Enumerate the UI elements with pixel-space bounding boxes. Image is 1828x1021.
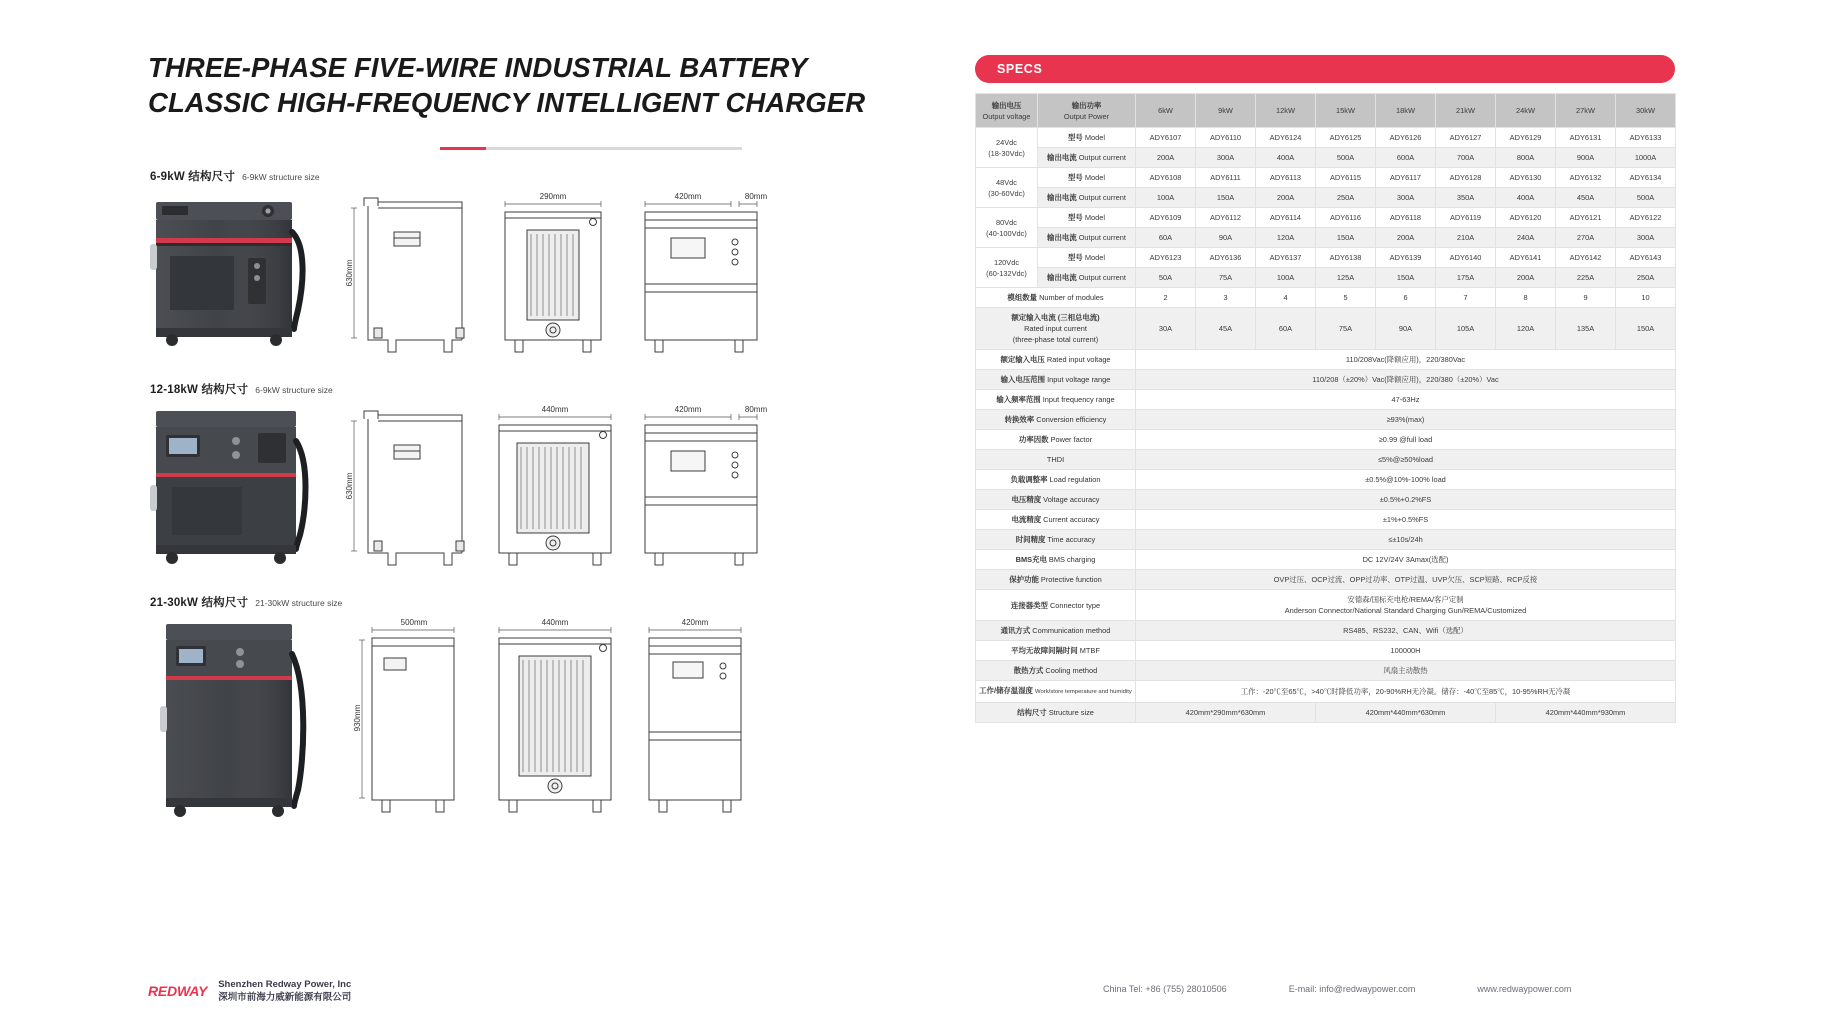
cell-current: 300A	[1616, 228, 1676, 248]
divider-track	[486, 147, 742, 150]
table-header-row	[976, 94, 1676, 128]
cell-model: ADY6112	[1196, 208, 1256, 228]
header-output-power	[1038, 94, 1136, 128]
cell-current: 1000A	[1616, 148, 1676, 168]
label-current-accuracy: 电流精度 Current accuracy	[976, 510, 1136, 530]
label-thdi: THDI	[976, 450, 1136, 470]
section-heading	[148, 594, 808, 610]
label-rated-input-current-cn: 额定输入电流 (三相总电流)	[1011, 313, 1100, 322]
value-connector-type-cn: 安德森/国标充电枪/REMA/客户定制	[1347, 595, 1464, 604]
dim-width-6-9kw: 420mm	[674, 192, 702, 201]
label-protective-function: 保护功能 Protective function	[976, 570, 1136, 590]
voltage-group-24vdc	[976, 128, 1038, 168]
cell-current: 225A	[1556, 268, 1616, 288]
section-title-en: 21-30kW structure size	[255, 598, 343, 608]
value-voltage-accuracy: ±0.5%+0.2%FS	[1136, 490, 1676, 510]
dim-flange-6-9kw: 80mm	[744, 192, 768, 201]
header-output-voltage	[976, 94, 1038, 128]
table-row	[976, 268, 1676, 288]
dim-depth-21-30kw: 500mm	[400, 618, 428, 627]
cell-structure-size: 420mm*440mm*930mm	[1496, 703, 1676, 723]
dim-height-21-30kw: 930mm	[353, 704, 362, 732]
page-footer	[148, 978, 1688, 1004]
cell-current: 200A	[1256, 188, 1316, 208]
contact-tel: China Tel: +86 (755) 28010506	[1103, 984, 1227, 994]
label-rated-input-current-en1: Rated input current	[1024, 324, 1087, 333]
cell-model: ADY6138	[1316, 248, 1376, 268]
table-row	[976, 570, 1676, 590]
cell-rated-current: 135A	[1556, 308, 1616, 350]
header-output-power-cn: 输出功率	[1071, 100, 1102, 110]
dim-width-21-30kw: 420mm	[681, 618, 709, 627]
table-row	[976, 450, 1676, 470]
label-conversion-efficiency: 转换效率 Conversion efficiency	[976, 410, 1136, 430]
dim-depth-6-9kw: 290mm	[539, 192, 567, 201]
section-12-18kw	[148, 381, 808, 576]
cell-model: ADY6140	[1436, 248, 1496, 268]
label-model-cn: 型号	[1068, 253, 1083, 262]
voltage-group-48vdc	[976, 168, 1038, 208]
table-row	[976, 641, 1676, 661]
value-work-store-temp-humidity: 工作：-20℃至65℃，>40℃时降低功率，20-90%RH无冷凝。储存：-40℃至85℃，10-95%RH无冷凝	[1136, 681, 1676, 703]
cell-current: 300A	[1376, 188, 1436, 208]
cell-model: ADY6130	[1496, 168, 1556, 188]
label-rated-input-current	[976, 308, 1136, 350]
cell-current: 250A	[1616, 268, 1676, 288]
voltage-group-range: (30-60Vdc)	[988, 188, 1025, 198]
cell-current: 75A	[1196, 268, 1256, 288]
cell-current: 120A	[1256, 228, 1316, 248]
cell-model: ADY6142	[1556, 248, 1616, 268]
header-power-30kw: 30kW	[1616, 94, 1676, 128]
voltage-group-range: (60-132Vdc)	[986, 268, 1027, 278]
cell-current: 700A	[1436, 148, 1496, 168]
label-current-en: Output current	[1078, 153, 1126, 162]
cell-model: ADY6141	[1496, 248, 1556, 268]
cell-model: ADY6118	[1376, 208, 1436, 228]
label-mtbf: 平均无故障间隔时间 MTBF	[976, 641, 1136, 661]
cell-model: ADY6122	[1616, 208, 1676, 228]
cell-current: 50A	[1136, 268, 1196, 288]
header-power-21kw: 21kW	[1436, 94, 1496, 128]
cell-current: 200A	[1496, 268, 1556, 288]
label-model-cn: 型号	[1068, 173, 1083, 182]
table-row	[976, 661, 1676, 681]
cell-model: ADY6134	[1616, 168, 1676, 188]
cell-model: ADY6127	[1436, 128, 1496, 148]
cell-current: 100A	[1256, 268, 1316, 288]
header-power-15kw: 15kW	[1316, 94, 1376, 128]
dim-width-12-18kw: 420mm	[674, 405, 702, 414]
label-model-en: Model	[1084, 173, 1105, 182]
header-output-power-en: Output Power	[1063, 111, 1110, 121]
cell-modules: 2	[1136, 288, 1196, 308]
cell-current: 800A	[1496, 148, 1556, 168]
header-power-12kw: 12kW	[1256, 94, 1316, 128]
table-row	[976, 248, 1676, 268]
header-output-voltage-en: Output voltage	[982, 111, 1031, 121]
header-power-6kw: 6kW	[1136, 94, 1196, 128]
drawing-row	[148, 401, 808, 576]
cell-current: 600A	[1376, 148, 1436, 168]
section-title-en: 6-9kW structure size	[255, 385, 333, 395]
label-input-voltage-range: 输入电压范围 Input voltage range	[976, 370, 1136, 390]
product-photo-12-18kw	[148, 401, 338, 571]
table-row	[976, 168, 1676, 188]
header-power-9kw: 9kW	[1196, 94, 1256, 128]
label-input-frequency-range: 输入频率范围 Input frequency range	[976, 390, 1136, 410]
cell-model: ADY6132	[1556, 168, 1616, 188]
redway-logo: REDWAY	[148, 983, 208, 999]
label-model	[1038, 248, 1136, 268]
cell-rated-current: 30A	[1136, 308, 1196, 350]
cell-current: 200A	[1136, 148, 1196, 168]
table-row	[976, 530, 1676, 550]
cell-model: ADY6139	[1376, 248, 1436, 268]
cell-rated-current: 105A	[1436, 308, 1496, 350]
cell-current: 125A	[1316, 268, 1376, 288]
cell-rated-current: 60A	[1256, 308, 1316, 350]
cell-current: 90A	[1196, 228, 1256, 248]
cell-model: ADY6119	[1436, 208, 1496, 228]
voltage-group-80vdc	[976, 208, 1038, 248]
label-current-cn: 输出电流	[1047, 233, 1077, 242]
value-load-regulation: ±0.5%@10%-100% load	[1136, 470, 1676, 490]
cell-model: ADY6115	[1316, 168, 1376, 188]
dim-flange-12-18kw: 80mm	[744, 405, 768, 414]
value-bms-charging: DC 12V/24V 3Amax(选配)	[1136, 550, 1676, 570]
cell-current: 240A	[1496, 228, 1556, 248]
table-row	[976, 228, 1676, 248]
cell-current: 900A	[1556, 148, 1616, 168]
header-output-voltage-cn: 输出电压	[991, 100, 1022, 110]
front-view-6-9kw	[483, 188, 631, 363]
value-cooling-method: 风扇主动散热	[1136, 661, 1676, 681]
cell-structure-size: 420mm*440mm*630mm	[1316, 703, 1496, 723]
label-cooling-method: 散热方式 Cooling method	[976, 661, 1136, 681]
label-output-current	[1038, 228, 1136, 248]
specs-banner-label: SPECS	[997, 62, 1043, 76]
cell-current: 270A	[1556, 228, 1616, 248]
cell-model: ADY6107	[1136, 128, 1196, 148]
label-current-en: Output current	[1078, 233, 1126, 242]
contact-email[interactable]: E-mail: info@redwaypower.com	[1288, 984, 1416, 994]
table-row	[976, 350, 1676, 370]
company-names	[218, 978, 351, 1004]
contact-info	[1103, 984, 1571, 994]
cell-modules: 5	[1316, 288, 1376, 308]
table-row	[976, 430, 1676, 450]
cell-model: ADY6124	[1256, 128, 1316, 148]
cell-modules: 8	[1496, 288, 1556, 308]
label-model-en: Model	[1084, 133, 1105, 142]
cell-model: ADY6108	[1136, 168, 1196, 188]
value-conversion-efficiency: ≥93%(max)	[1136, 410, 1676, 430]
section-heading	[148, 168, 808, 184]
contact-website[interactable]: www.redwaypower.com	[1477, 984, 1572, 994]
cell-rated-current: 75A	[1316, 308, 1376, 350]
title-divider	[440, 147, 742, 150]
company-name-en: Shenzhen Redway Power, Inc	[218, 979, 352, 990]
table-row-rated-input-current	[976, 308, 1676, 350]
value-protective-function: OVP过压、OCP过流、OPP过功率、OTP过温、UVP欠压、SCP短路、RCP反接	[1136, 570, 1676, 590]
cell-current: 300A	[1196, 148, 1256, 168]
product-photo-21-30kw	[148, 614, 338, 826]
company-name-cn: 深圳市前海力威新能源有限公司	[218, 992, 352, 1003]
dim-depth2-21-30kw: 440mm	[541, 618, 569, 627]
cell-model: ADY6117	[1376, 168, 1436, 188]
cell-model: ADY6131	[1556, 128, 1616, 148]
cell-model: ADY6143	[1616, 248, 1676, 268]
cell-model: ADY6129	[1496, 128, 1556, 148]
voltage-group-120vdc	[976, 248, 1038, 288]
cell-current: 175A	[1436, 268, 1496, 288]
drawing-row	[148, 188, 808, 363]
label-model	[1038, 168, 1136, 188]
cell-model: ADY6121	[1556, 208, 1616, 228]
cell-model: ADY6136	[1196, 248, 1256, 268]
cell-current: 210A	[1436, 228, 1496, 248]
left-column	[148, 38, 866, 983]
voltage-group-name: 80Vdc	[996, 217, 1017, 227]
table-row	[976, 188, 1676, 208]
label-work-store-temp-humidity: 工作/储存温湿度 Work/store temperature and humidity	[976, 681, 1136, 703]
value-rated-input-voltage: 110/208Vac(降额应用)，220/380Vac	[1136, 350, 1676, 370]
cell-current: 60A	[1136, 228, 1196, 248]
label-output-current	[1038, 188, 1136, 208]
label-load-regulation: 负载调整率 Load regulation	[976, 470, 1136, 490]
label-output-current	[1038, 148, 1136, 168]
cell-model: ADY6123	[1136, 248, 1196, 268]
page-title	[148, 50, 866, 120]
section-title-cn: 21-30kW 结构尺寸	[150, 597, 249, 609]
cell-model: ADY6125	[1316, 128, 1376, 148]
front-view-21-30kw	[483, 614, 631, 829]
section-title-cn: 12-18kW 结构尺寸	[150, 384, 249, 396]
cell-current: 500A	[1616, 188, 1676, 208]
section-21-30kw	[148, 594, 808, 829]
cell-current: 200A	[1376, 228, 1436, 248]
rear-view-6-9kw	[631, 188, 781, 363]
value-power-factor: ≥0.99 @full load	[1136, 430, 1676, 450]
label-power-factor: 功率因数 Power factor	[976, 430, 1136, 450]
value-connector-type	[1136, 590, 1676, 621]
value-connector-type-en: Anderson Connector/National Standard Charging Gun/REMA/Customized	[1284, 606, 1527, 615]
dim-height-6-9kw: 630mm	[345, 259, 354, 287]
cell-modules: 3	[1196, 288, 1256, 308]
label-voltage-accuracy: 电压精度 Voltage accuracy	[976, 490, 1136, 510]
label-current-en: Output current	[1078, 193, 1126, 202]
cell-model: ADY6113	[1256, 168, 1316, 188]
product-photo-6-9kw	[148, 188, 338, 353]
section-title-en: 6-9kW structure size	[242, 172, 320, 182]
dim-height-12-18kw: 630mm	[345, 472, 354, 500]
table-row	[976, 410, 1676, 430]
dim-depth-12-18kw: 440mm	[541, 405, 569, 414]
cell-current: 150A	[1316, 228, 1376, 248]
table-row	[976, 128, 1676, 148]
cell-current: 450A	[1556, 188, 1616, 208]
voltage-group-range: (40-100Vdc)	[986, 228, 1027, 238]
cell-model: ADY6110	[1196, 128, 1256, 148]
label-communication-method: 通讯方式 Communication method	[976, 621, 1136, 641]
value-input-frequency-range: 47-63Hz	[1136, 390, 1676, 410]
front-view-12-18kw	[483, 401, 631, 576]
section-title-cn: 6-9kW 结构尺寸	[150, 171, 236, 183]
label-rated-input-current-en2: (three-phase total current)	[1012, 335, 1099, 344]
label-current-en: Output current	[1078, 273, 1126, 282]
label-model	[1038, 208, 1136, 228]
cell-model: ADY6126	[1376, 128, 1436, 148]
voltage-group-name: 48Vdc	[996, 177, 1017, 187]
label-model-cn: 型号	[1068, 213, 1083, 222]
cell-current: 500A	[1316, 148, 1376, 168]
cell-rated-current: 120A	[1496, 308, 1556, 350]
cell-model: ADY6137	[1256, 248, 1316, 268]
cell-model: ADY6128	[1436, 168, 1496, 188]
table-row	[976, 621, 1676, 641]
label-bms-charging: BMS充电 BMS charging	[976, 550, 1136, 570]
cell-model: ADY6133	[1616, 128, 1676, 148]
table-row	[976, 148, 1676, 168]
cell-current: 350A	[1436, 188, 1496, 208]
title-line-2: CLASSIC HIGH-FREQUENCY INTELLIGENT CHARGER	[148, 87, 866, 118]
cell-model: ADY6109	[1136, 208, 1196, 228]
cell-modules: 9	[1556, 288, 1616, 308]
header-power-24kw: 24kW	[1496, 94, 1556, 128]
cell-modules: 10	[1616, 288, 1676, 308]
specs-table	[975, 93, 1676, 723]
label-model	[1038, 128, 1136, 148]
label-model-en: Model	[1084, 253, 1105, 262]
cell-model: ADY6114	[1256, 208, 1316, 228]
cell-current: 150A	[1376, 268, 1436, 288]
table-row	[976, 590, 1676, 621]
label-structure-size: 结构尺寸 Structure size	[976, 703, 1136, 723]
voltage-group-range: (18-30Vdc)	[988, 148, 1025, 158]
cell-modules: 7	[1436, 288, 1496, 308]
cell-model: ADY6111	[1196, 168, 1256, 188]
value-mtbf: 100000H	[1136, 641, 1676, 661]
specs-banner	[975, 55, 1675, 83]
side-view-12-18kw	[338, 401, 483, 576]
header-power-27kw: 27kW	[1556, 94, 1616, 128]
specs-panel	[975, 55, 1675, 723]
label-output-current	[1038, 268, 1136, 288]
table-row	[976, 470, 1676, 490]
side-view-6-9kw	[338, 188, 483, 363]
cell-modules: 4	[1256, 288, 1316, 308]
title-line-1: THREE-PHASE FIVE-WIRE INDUSTRIAL BATTERY	[148, 52, 808, 83]
label-current-cn: 输出电流	[1047, 193, 1077, 202]
section-6-9kw	[148, 168, 808, 363]
value-communication-method: RS485、RS232、CAN、Wifi（选配）	[1136, 621, 1676, 641]
table-row	[976, 370, 1676, 390]
side-view-21-30kw	[338, 614, 483, 829]
cell-current: 100A	[1136, 188, 1196, 208]
value-input-voltage-range: 110/208（±20%）Vac(降额应用)，220/380（±20%）Vac	[1136, 370, 1676, 390]
divider-accent	[440, 147, 486, 150]
cell-current: 150A	[1196, 188, 1256, 208]
cell-current: 250A	[1316, 188, 1376, 208]
table-row	[976, 681, 1676, 703]
label-connector-type: 连接器类型 Connector type	[976, 590, 1136, 621]
table-row	[976, 510, 1676, 530]
cell-rated-current: 150A	[1616, 308, 1676, 350]
cell-model: ADY6116	[1316, 208, 1376, 228]
label-rated-input-voltage: 额定输入电压 Rated input voltage	[976, 350, 1136, 370]
cell-modules: 6	[1376, 288, 1436, 308]
table-row	[976, 208, 1676, 228]
label-current-cn: 输出电流	[1047, 273, 1077, 282]
table-row-modules	[976, 288, 1676, 308]
label-time-accuracy: 时间精度 Time accuracy	[976, 530, 1136, 550]
value-current-accuracy: ±1%+0.5%FS	[1136, 510, 1676, 530]
label-current-cn: 输出电流	[1047, 153, 1077, 162]
cell-current: 400A	[1256, 148, 1316, 168]
table-row	[976, 390, 1676, 410]
label-modules-cn: 模组数量	[1007, 293, 1037, 302]
value-thdi: ≤5%@≥50%load	[1136, 450, 1676, 470]
cell-rated-current: 90A	[1376, 308, 1436, 350]
cell-model: ADY6120	[1496, 208, 1556, 228]
voltage-group-name: 24Vdc	[996, 137, 1017, 147]
label-modules-en: Number of modules	[1039, 293, 1104, 302]
section-heading	[148, 381, 808, 397]
rear-view-12-18kw	[631, 401, 781, 576]
table-row	[976, 550, 1676, 570]
label-number-of-modules	[976, 288, 1136, 308]
label-model-en: Model	[1084, 213, 1105, 222]
cell-rated-current: 45A	[1196, 308, 1256, 350]
cell-structure-size: 420mm*290mm*630mm	[1136, 703, 1316, 723]
cell-current: 400A	[1496, 188, 1556, 208]
rear-view-21-30kw	[631, 614, 781, 829]
table-row	[976, 490, 1676, 510]
voltage-group-name: 120Vdc	[993, 257, 1020, 267]
brand-block	[148, 978, 351, 1004]
header-power-18kw: 18kW	[1376, 94, 1436, 128]
value-time-accuracy: ≤±10s/24h	[1136, 530, 1676, 550]
table-row-structure-size	[976, 703, 1676, 723]
label-model-cn: 型号	[1068, 133, 1083, 142]
drawing-row	[148, 614, 808, 829]
